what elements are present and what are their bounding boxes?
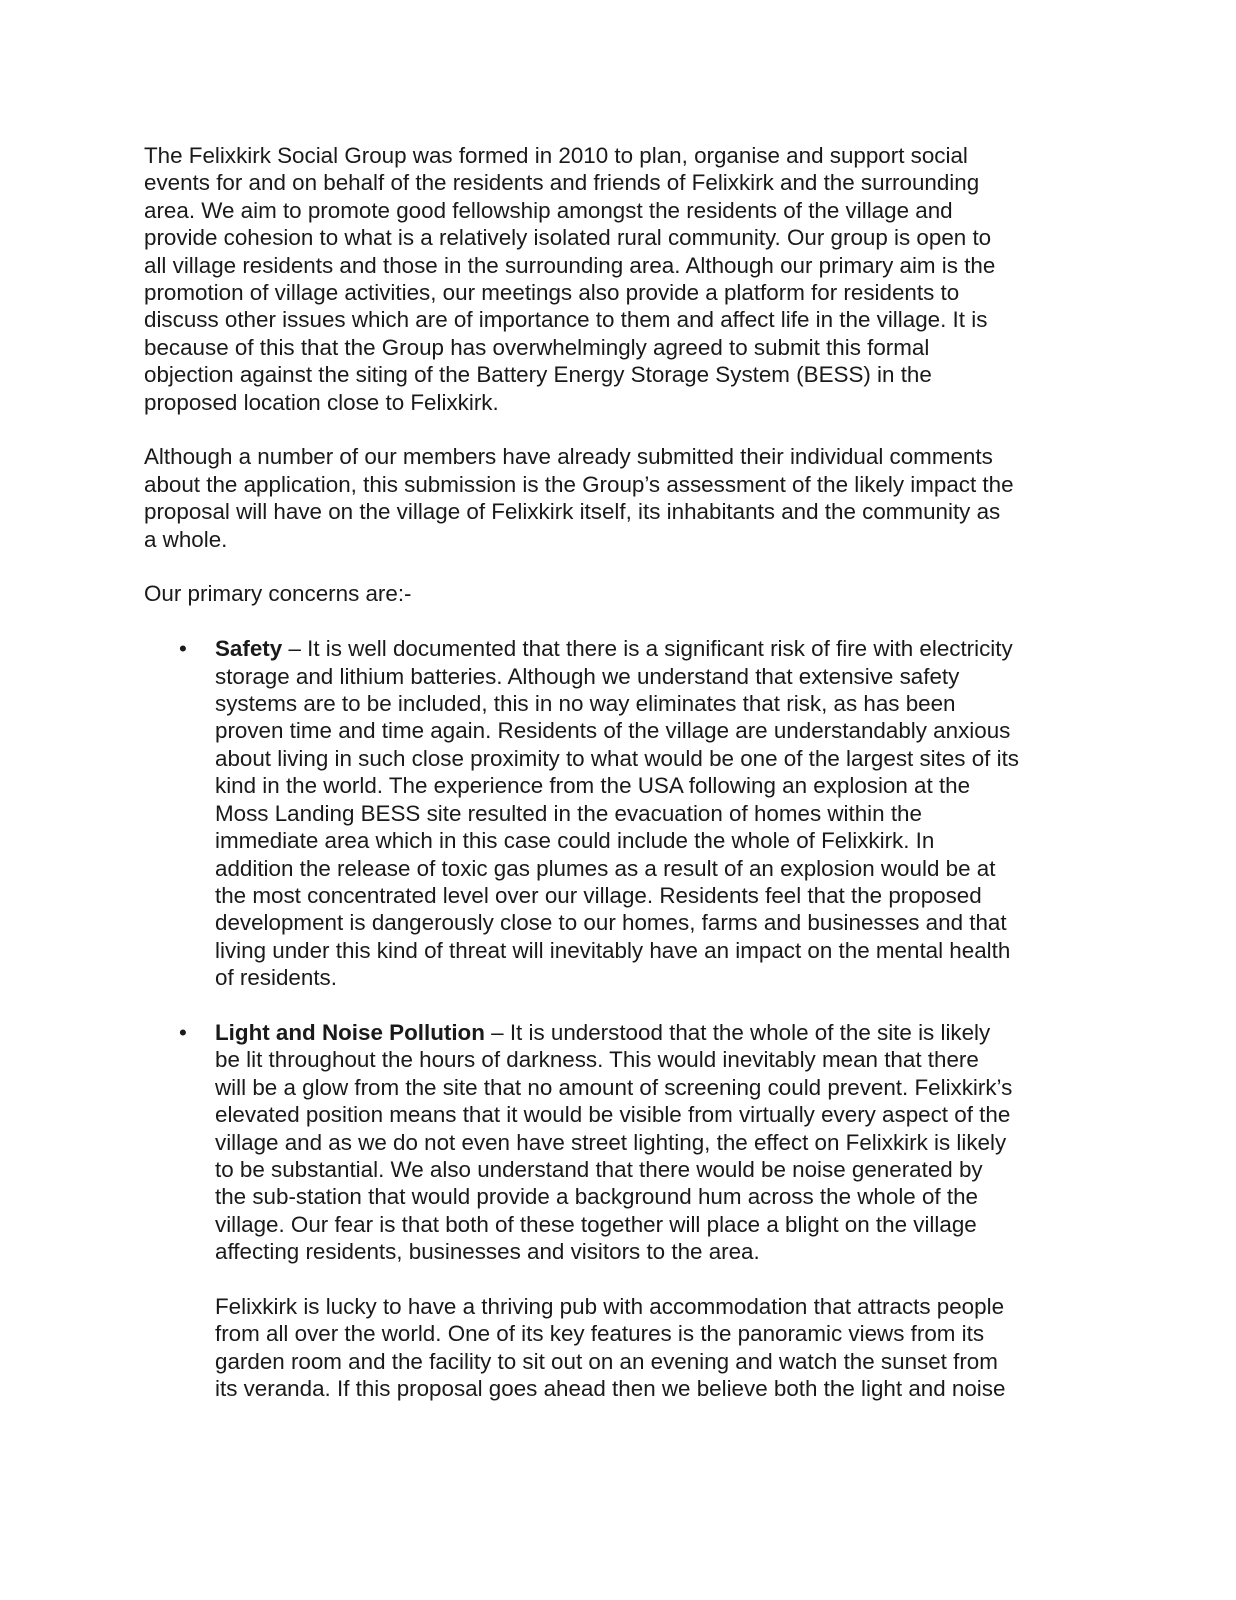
- concern-body: [215, 1019, 1074, 1266]
- concerns-intro: Our primary concerns are:-: [144, 581, 412, 607]
- document-page: [144, 142, 1074, 1430]
- concern-text: – It is understood that the whole of the site is likely be lit throughout the hours of darkness. This would inevitably mean that there will be a glow from the site that no amount of screening could prevent. Felixkirk’s elevated position means that it would be visible from virtually every aspect of the village and as we do not even have street lighting, the effect on Felixkirk is likely to be substantial. We also understand that there would be noise generated by the sub-station that would provide a background hum across the whole of the village. Our fear is that both of these together will place a blight on the village affecting residents, businesses and visitors to the area.: [215, 1019, 1013, 1265]
- submission-paragraph: Although a number of our members have already submitted their individual comments about the application, this submission is the Group’s assessment of the likely impact the proposal will have on the village of Felixkirk itself, its inhabitants and the community as a whole.: [144, 444, 1014, 552]
- bullet-icon: •: [179, 636, 187, 662]
- intro-paragraph: The Felixkirk Social Group was formed in 2010 to plan, organise and support social events for and on behalf of the residents and friends of Felixkirk and the surrounding area. We aim to promote good fellowship amongst the residents of the village and provide cohesion to what is a relatively isolated rural community. Our group is open to all village residents and those in the surrounding area. Although our primary aim is the promotion of village activities, our meetings also provide a platform for residents to discuss other issues which are of importance to them and affect life in the village. It is because of this that the Group has overwhelmingly agreed to submit this formal objection against the siting of the Battery Energy Storage System (BESS) in the proposed location close to Felixkirk.: [144, 143, 996, 415]
- concern-heading: Light and Noise Pollution: [215, 1019, 485, 1045]
- concern-text: – It is well documented that there is a significant risk of fire with electricity storage and lithium batteries. Although we understand that extensive safety systems are to be included, this in no way eliminates that risk, as has been proven time and time again. Residents of the village are understandably anxious about living in such close proximity to what would be one of the largest sites of its kind in the world. The experience from the USA following an explosion at the Moss Landing BESS site resulted in the evacuation of homes within the immediate area which in this case could include the whole of Felixkirk. In addition the release of toxic gas plumes as a result of an explosion would be at the most concentrated level over our village. Residents feel that the proposed development is dangerously close to our homes, farms and businesses and that living under this kind of threat will inevitably have an impact on the mental health of residents.: [215, 636, 1019, 991]
- concern-body: [215, 635, 1074, 991]
- concern-light-noise: [144, 1019, 1074, 1403]
- bullet-icon: •: [179, 1019, 187, 1045]
- concerns-list: [144, 635, 1074, 1402]
- concern-follow-up: Felixkirk is lucky to have a thriving pub with accommodation that attracts people from all over the world. One of its key features is the panoramic views from its garden room and the facility to sit out on an evening and watch the sunset from its veranda. If this proposal goes ahead then we believe both the light and noise: [215, 1293, 1006, 1402]
- concern-heading: Safety: [215, 636, 283, 662]
- concern-safety: [144, 635, 1074, 991]
